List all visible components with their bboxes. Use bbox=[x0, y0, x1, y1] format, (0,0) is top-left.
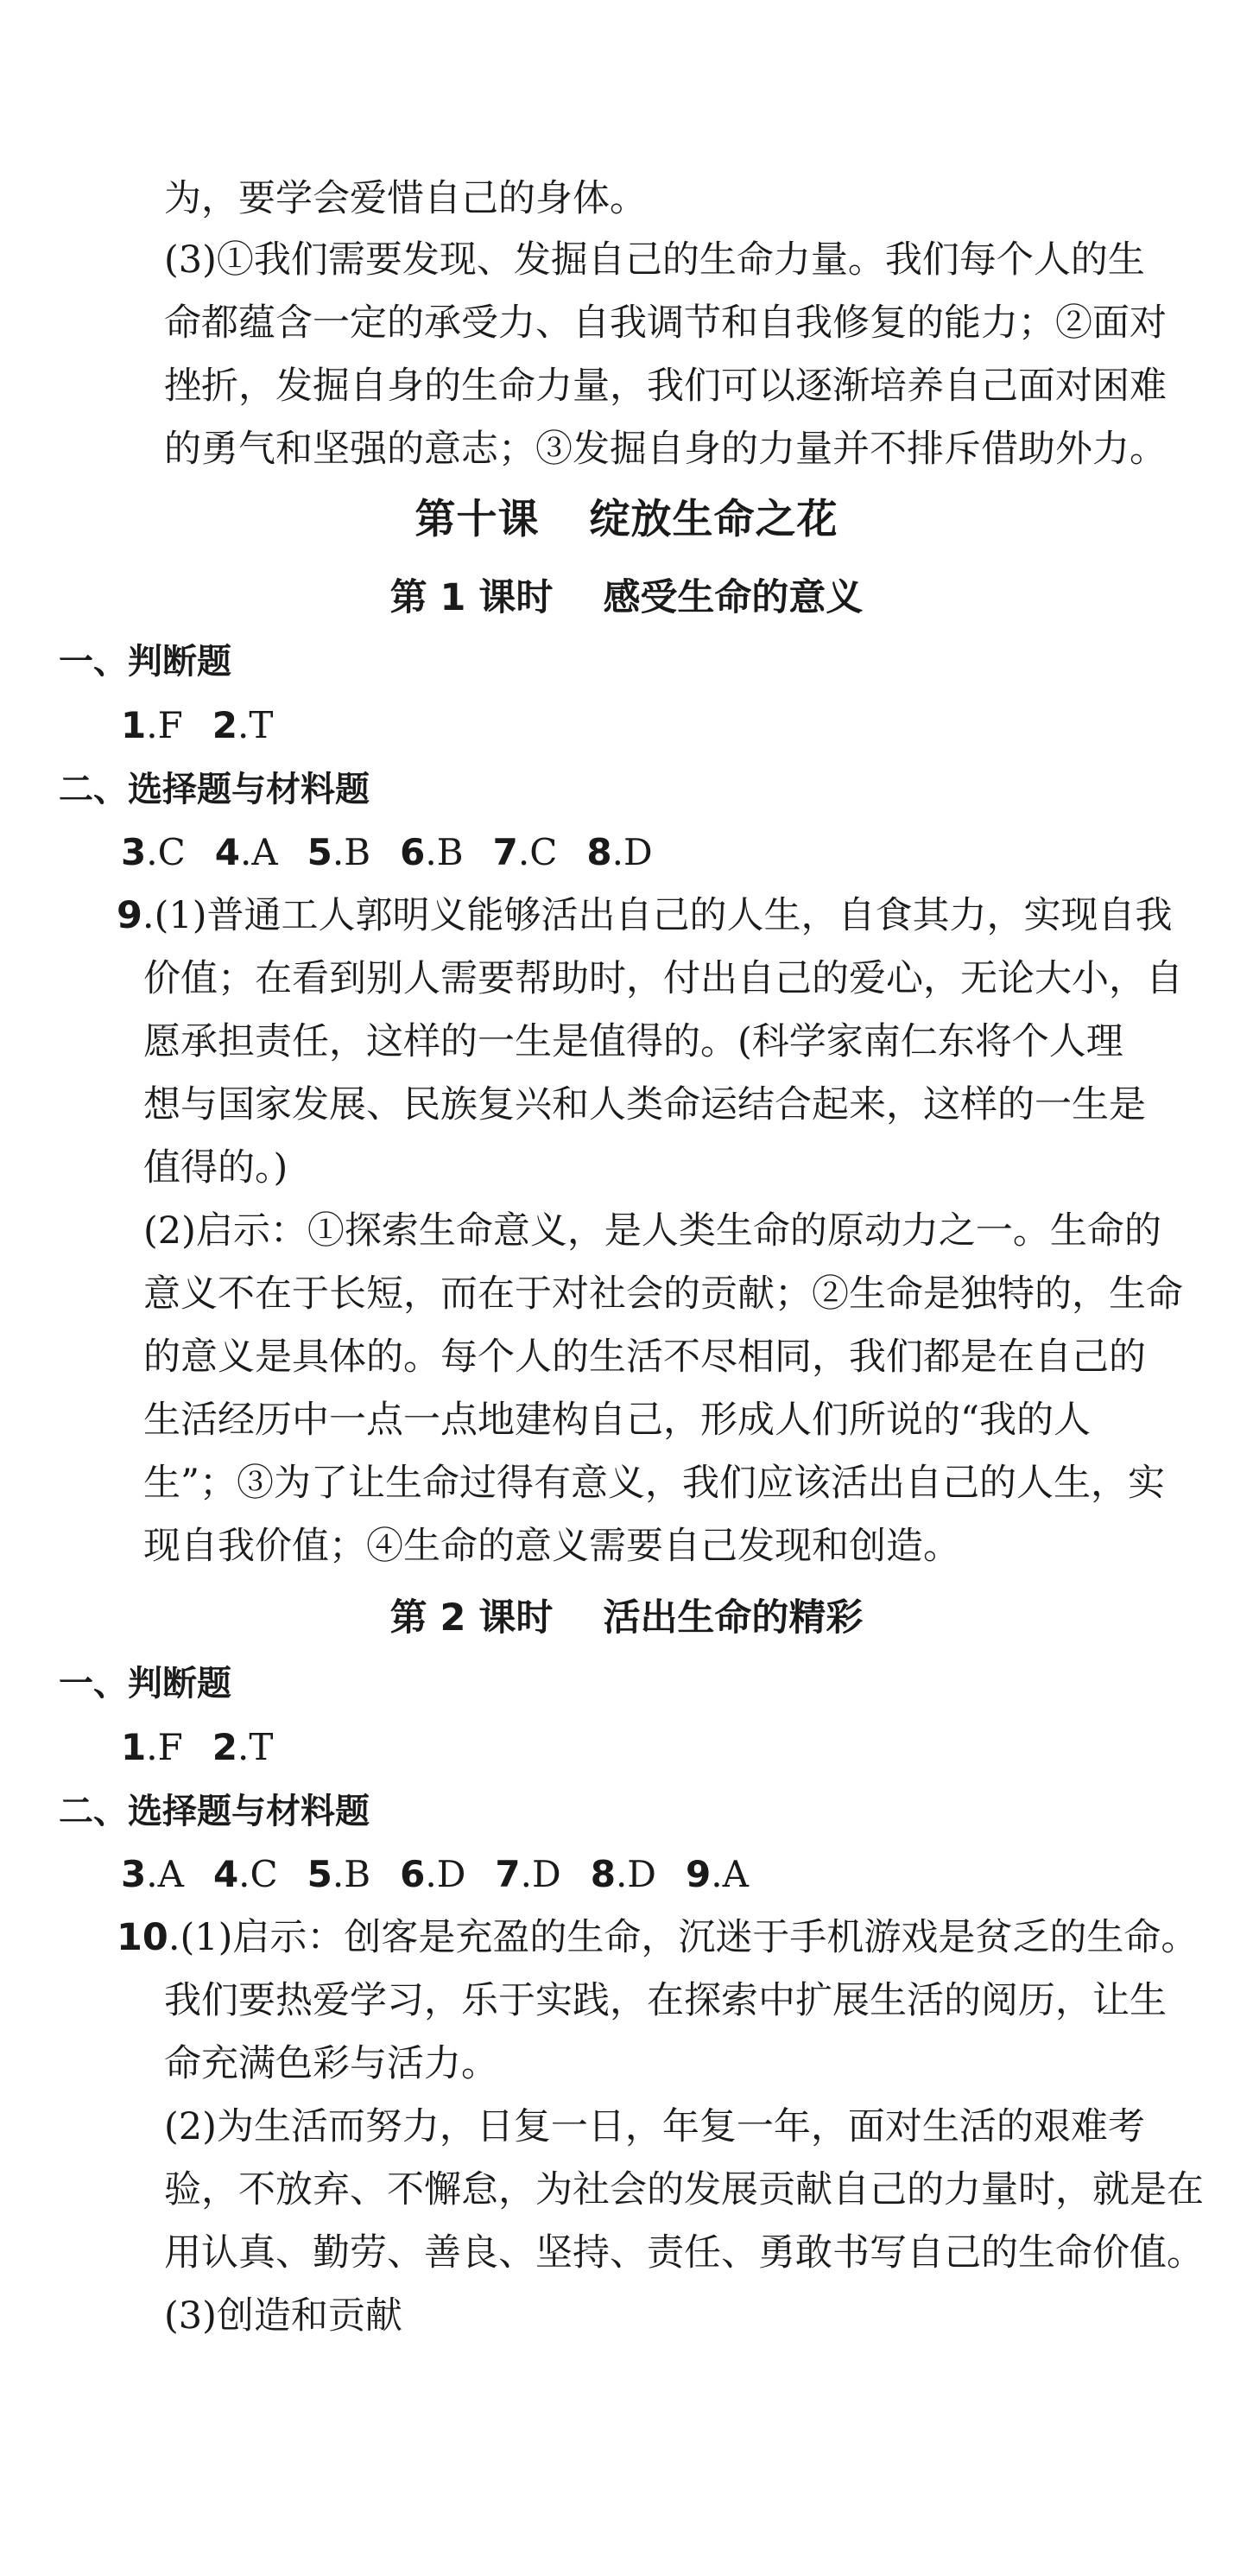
q10-line-1: 10.(1)启示：创客是充盈的生命，沉迷于手机游戏是贫乏的生命。 bbox=[117, 1916, 1199, 1959]
session-1-choice-heading: 二、选择题与材料题 bbox=[59, 770, 370, 809]
q10-number: 10 bbox=[117, 1916, 168, 1959]
session-1-number: 第 1 课时 bbox=[389, 576, 554, 619]
q10-text: (1)启示：创客是充盈的生命，沉迷于手机游戏是贫乏的生命。 bbox=[180, 1916, 1199, 1959]
answer-item: 7.D bbox=[495, 1853, 561, 1895]
q9-line-10: 生”；③为了让生命过得有意义，我们应该活出自己的人生，实 bbox=[143, 1462, 1165, 1505]
answer-item: 4.C bbox=[212, 1853, 278, 1895]
answer-item: 2.T bbox=[212, 704, 274, 746]
session-2-choice-heading: 二、选择题与材料题 bbox=[59, 1792, 370, 1831]
session-2-title bbox=[0, 1594, 1253, 1642]
q9-line-6: (2)启示：①探索生命意义，是人类生命的原动力之一。生命的 bbox=[143, 1209, 1161, 1253]
answer-item: 1.F bbox=[121, 1726, 183, 1768]
answer-item: 8.D bbox=[586, 831, 653, 873]
session-2-judge-heading: 一、判断题 bbox=[59, 1664, 231, 1704]
q10-line-3: 命充满色彩与活力。 bbox=[164, 2042, 498, 2085]
answer-item: 6.B bbox=[400, 831, 464, 873]
answer-item: 6.D bbox=[400, 1853, 466, 1895]
session-1-title bbox=[0, 574, 1253, 622]
q10-line-7: (3)创造和贡献 bbox=[164, 2294, 402, 2338]
session-2-choice-answers bbox=[121, 1851, 778, 1898]
answer-item: 5.B bbox=[307, 831, 371, 873]
answer-item: 2.T bbox=[212, 1726, 274, 1768]
q10-line-4: (2)为生活而努力，日复一日，年复一年，面对生活的艰难考 bbox=[164, 2105, 1145, 2148]
lesson-name: 绽放生命之花 bbox=[589, 496, 838, 543]
intro-line-3: 命都蕴含一定的承受力、自我调节和自我修复的能力；②面对 bbox=[164, 301, 1167, 345]
answer-item: 3.C bbox=[121, 831, 186, 873]
intro-line-1: 为，要学会爱惜自己的身体。 bbox=[164, 177, 647, 220]
answer-item: 9.A bbox=[685, 1853, 749, 1895]
answer-item: 3.A bbox=[121, 1853, 184, 1895]
q9-line-2: 价值；在看到别人需要帮助时，付出自己的爱心，无论大小，自 bbox=[143, 957, 1183, 1000]
intro-line-5: 的勇气和坚强的意志；③发掘自身的力量并不排斥借助外力。 bbox=[164, 428, 1167, 471]
q9-line-8: 的意义是具体的。每个人的生活不尽相同，我们都是在自己的 bbox=[143, 1336, 1146, 1379]
session-1-name: 感受生命的意义 bbox=[603, 576, 864, 619]
q10-line-5: 验，不放弃、不懈怠，为社会的发展贡献自己的力量时，就是在 bbox=[164, 2168, 1204, 2211]
q9-line-4: 想与国家发展、民族复兴和人类命运结合起来，这样的一生是 bbox=[143, 1083, 1146, 1126]
session-2-judge-answers bbox=[121, 1724, 302, 1771]
intro-line-2: (3)①我们需要发现、发掘自己的生命力量。我们每个人的生 bbox=[164, 238, 1145, 282]
answer-item: 8.D bbox=[590, 1853, 656, 1895]
q9-line-9: 生活经历中一点一点地建构自己，形成人们所说的“我的人 bbox=[143, 1399, 1091, 1442]
session-1-judge-heading: 一、判断题 bbox=[59, 642, 231, 682]
session-2-name: 活出生命的精彩 bbox=[603, 1596, 864, 1640]
q9-line-3: 愿承担责任，这样的一生是值得的。(科学家南仁东将个人理 bbox=[143, 1020, 1123, 1063]
q10-line-6: 用认真、勤劳、善良、坚持、责任、勇敢书写自己的生命价值。 bbox=[164, 2231, 1204, 2275]
q9-text: (1)普通工人郭明义能够活出自己的人生，自食其力，实现自我 bbox=[154, 894, 1173, 937]
session-2-number: 第 2 课时 bbox=[389, 1596, 554, 1640]
answer-item: 7.C bbox=[492, 831, 558, 873]
q10-line-2: 我们要热爱学习，乐于实践，在探索中扩展生活的阅历，让生 bbox=[164, 1979, 1167, 2022]
q9-number: 9 bbox=[117, 894, 142, 937]
answer-item: 4.A bbox=[214, 831, 278, 873]
q9-line-11: 现自我价值；④生命的意义需要自己发现和创造。 bbox=[143, 1525, 960, 1568]
q9-line-7: 意义不在于长短，而在于对社会的贡献；②生命是独特的，生命 bbox=[143, 1272, 1183, 1316]
lesson-number: 第十课 bbox=[415, 496, 540, 543]
q9-line-1: 9.(1)普通工人郭明义能够活出自己的人生，自食其力，实现自我 bbox=[117, 894, 1173, 937]
answer-item: 1.F bbox=[121, 704, 183, 746]
answer-item: 5.B bbox=[307, 1853, 371, 1895]
session-1-choice-answers bbox=[121, 829, 682, 876]
intro-line-4: 挫折，发掘自身的生命力量，我们可以逐渐培养自己面对困难 bbox=[164, 365, 1167, 408]
session-1-judge-answers bbox=[121, 702, 302, 749]
lesson-title bbox=[0, 494, 1253, 546]
q9-line-5: 值得的。) bbox=[143, 1146, 288, 1190]
